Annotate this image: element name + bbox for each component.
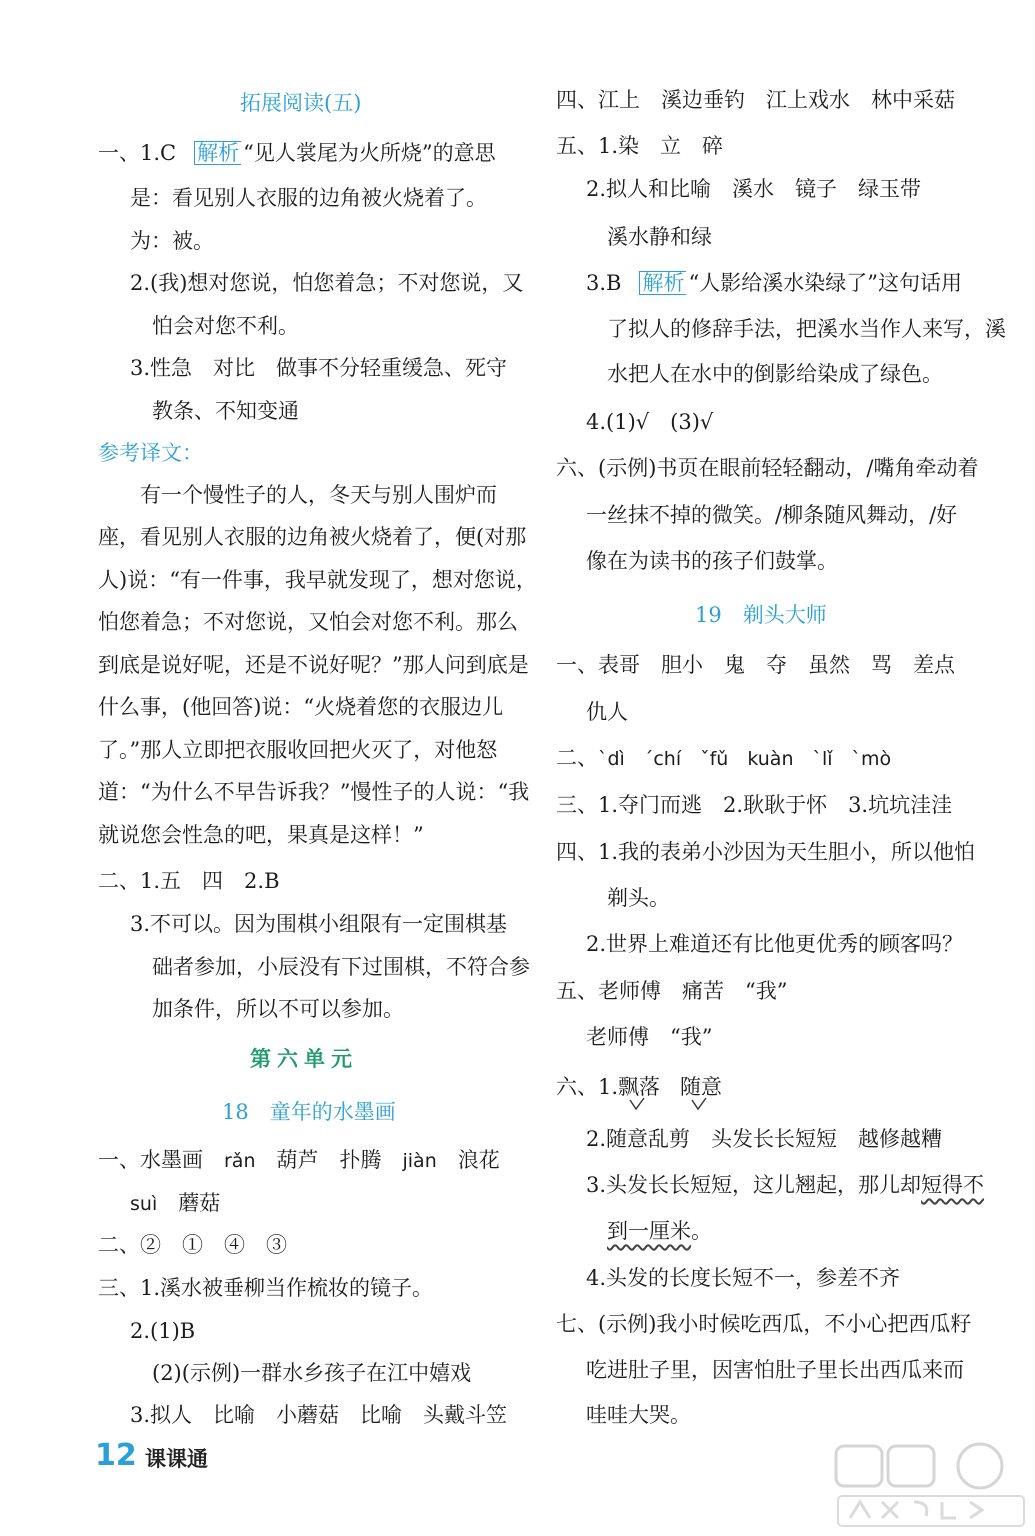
page-number: 12 — [95, 1438, 137, 1473]
right-q5-3-line1 — [586, 268, 962, 298]
l18-q3-1: 三、1.溪水被垂柳当作梳妆的镜子。 — [98, 1276, 434, 1300]
right-q5-2a: 2.拟人和比喻 溪水 镜子 绿玉带 — [586, 177, 922, 201]
lesson-19-heading: 19 剃头大师 — [695, 603, 827, 627]
l19-q7-line2: 吃进肚子里，因害怕肚子里长出西瓜来而 — [586, 1358, 964, 1382]
right-q6-line2: 一丝抹不掉的微笑。/柳条随风舞动，/好 — [586, 503, 958, 527]
heading-extended-reading-5: 拓展阅读(五) — [240, 91, 362, 115]
translation-line-6: 什么事，(他回答)说：“火烧着您的衣服边儿 — [98, 695, 504, 719]
translation-line-8: 道：“为什么不早告诉我？”慢性子的人说：“我 — [98, 780, 530, 804]
l19-q4-line2: 剃头。 — [607, 886, 670, 910]
l18-q1-d: 蘑菇 — [157, 1191, 221, 1215]
l18-q1-a: 一、水墨画 — [98, 1148, 224, 1172]
l19-q1-line2: 仇人 — [586, 700, 628, 724]
l19-q2 — [556, 743, 891, 774]
l18-pinyin-jian: jiàn — [402, 1150, 437, 1172]
left-q3-line1: 3.性急 对比 做事不分轻重缓急、死守 — [130, 356, 508, 380]
left-s2-line1: 二、1.五 四 2.B — [98, 869, 280, 893]
translation-line-5: 到底是说好呢，还是不说好呢？”那人问到底是 — [98, 653, 529, 677]
analysis-tag-right: 解析 — [639, 271, 686, 295]
l19-q4-line3: 2.世界上难道还有比他更优秀的顾客吗？ — [586, 932, 964, 956]
l19-q6-3-line1 — [586, 1170, 984, 1200]
l18-q3-2: 2.(1)B — [130, 1319, 196, 1343]
l19-q6-1-word1: 飘落 — [618, 1075, 661, 1099]
left-s2-line3: 础者参加，小辰没有下过围棋，不符合参 — [152, 955, 530, 979]
left-s2-line4: 加条件，所以不可以参加。 — [152, 997, 404, 1021]
left-q1-line1 — [98, 138, 496, 168]
l19-q2-pinyin: ˋdì ˊchí ˇfǔ kuàn ˋlǐ ˋmò — [598, 748, 892, 770]
translation-line-3: 人)说：“有一件事，我早就发现了，想对您说， — [98, 568, 537, 592]
l18-q1-c: 浪花 — [436, 1148, 500, 1172]
l19-q6-3-end: 。 — [691, 1219, 712, 1243]
right-q5-3-prefix: 3.B — [586, 271, 622, 295]
left-q1-text-a: “见人裳尾为火所烧”的意思 — [243, 141, 496, 165]
l18-q3-2b: (2)(示例)一群水乡孩子在江中嬉戏 — [152, 1361, 472, 1385]
l19-q2-prefix: 二、 — [556, 746, 598, 770]
left-s2-line2: 3.不可以。因为围棋小组限有一定围棋基 — [130, 912, 508, 936]
watermark-logo — [830, 1440, 1030, 1532]
l19-q6-2: 2.随意乱剪 头发长长短短 越修越糟 — [586, 1127, 943, 1151]
l19-q6-3-wavy1: 短得不 — [921, 1173, 985, 1197]
l19-q6-3-line2 — [607, 1216, 712, 1246]
right-q5-2b: 溪水静和绿 — [607, 225, 712, 249]
l19-q5-line2: 老师傅 “我” — [586, 1025, 713, 1049]
right-q5-3-line3: 水把人在水中的倒影给染成了绿色。 — [607, 362, 943, 386]
right-q5-1: 五、1.染 立 碎 — [556, 134, 724, 158]
right-q6-line3: 像在为读书的孩子们鼓掌。 — [586, 549, 838, 573]
l19-q3: 三、1.夺门而逃 2.耿耿于怀 3.坑坑洼洼 — [556, 793, 953, 817]
l18-q1-line1 — [98, 1145, 500, 1176]
right-q6-line1: 六、(示例)书页在眼前轻轻翻动，/嘴角牵动着 — [556, 456, 979, 480]
left-q1-line2: 是：看见别人衣服的边角被火烧着了。 — [130, 186, 487, 210]
l19-q6-1-prefix: 六、1. — [556, 1075, 619, 1099]
l19-q1-line1: 一、表哥 胆小 鬼 夺 虽然 骂 差点 — [556, 653, 955, 677]
analysis-tag: 解析 — [194, 141, 241, 165]
l19-q5-line1: 五、老师傅 痛苦 “我” — [556, 979, 788, 1003]
translation-line-4: 怕您着急；不对您说，又怕会对您不利。那么 — [98, 610, 518, 634]
left-q1-prefix: 一、1.C — [98, 141, 177, 165]
l18-q2: 二、② ① ④ ③ — [98, 1233, 287, 1257]
brand-name: 课课通 — [145, 1447, 208, 1471]
checkmark-icons — [620, 1096, 720, 1114]
left-q1-line3: 为：被。 — [130, 229, 214, 253]
l19-q6-3-wavy2: 到一厘米 — [607, 1219, 691, 1243]
reference-translation-label: 参考译文： — [98, 441, 203, 465]
right-q5-3-line2: 了拟人的修辞手法，把溪水当作人来写，溪 — [607, 317, 1006, 341]
l18-pinyin-sui: suì — [130, 1193, 158, 1215]
translation-line-7: 了。”那人立即把衣服收回把火灭了，对他怒 — [98, 738, 498, 762]
translation-line-2: 座，看见别人衣服的边角被火烧着了，便(对那 — [98, 525, 527, 549]
l18-q1-line2 — [130, 1188, 220, 1219]
l19-q7-line3: 哇哇大哭。 — [586, 1403, 691, 1427]
l18-q3-3: 3.拟人 比喻 小蘑菇 比喻 头戴斗笠 — [130, 1403, 508, 1427]
l19-q7-line1: 七、(示例)我小时候吃西瓜，不小心把西瓜籽 — [556, 1312, 972, 1336]
right-q5-3-a: “人影给溪水染绿了”这句话用 — [688, 271, 962, 295]
right-q4: 四、江上 溪边垂钓 江上戏水 林中采菇 — [556, 88, 955, 112]
translation-line-1: 有一个慢性子的人，冬天与别人围炉而 — [140, 483, 497, 507]
left-q2-line1: 2.(我)想对您说，怕您着急；不对您说，又 — [130, 271, 524, 295]
l18-pinyin-ran: rǎn — [224, 1150, 256, 1172]
l19-q6-4: 4.头发的长度长短不一，参差不齐 — [586, 1266, 901, 1290]
lesson-18-heading: 18 童年的水墨画 — [222, 1100, 396, 1124]
unit-six-heading: 第六单元 — [250, 1047, 358, 1071]
left-q3-line2: 教条、不知变通 — [152, 399, 299, 423]
translation-line-9: 就说您会性急的吧，果真是这样！” — [98, 823, 424, 847]
l19-q6-3-a: 3.头发长长短短，这儿翘起，那儿却 — [586, 1173, 922, 1197]
right-q5-4: 4.(1)√ (3)√ — [586, 410, 714, 434]
l19-q6-1-word2: 随意 — [680, 1075, 723, 1099]
l19-q4-line1: 四、1.我的表弟小沙因为天生胆小，所以他怕 — [556, 840, 976, 864]
left-q2-line2: 怕会对您不利。 — [152, 314, 299, 338]
l18-q1-b: 葫芦 扑腾 — [255, 1148, 403, 1172]
